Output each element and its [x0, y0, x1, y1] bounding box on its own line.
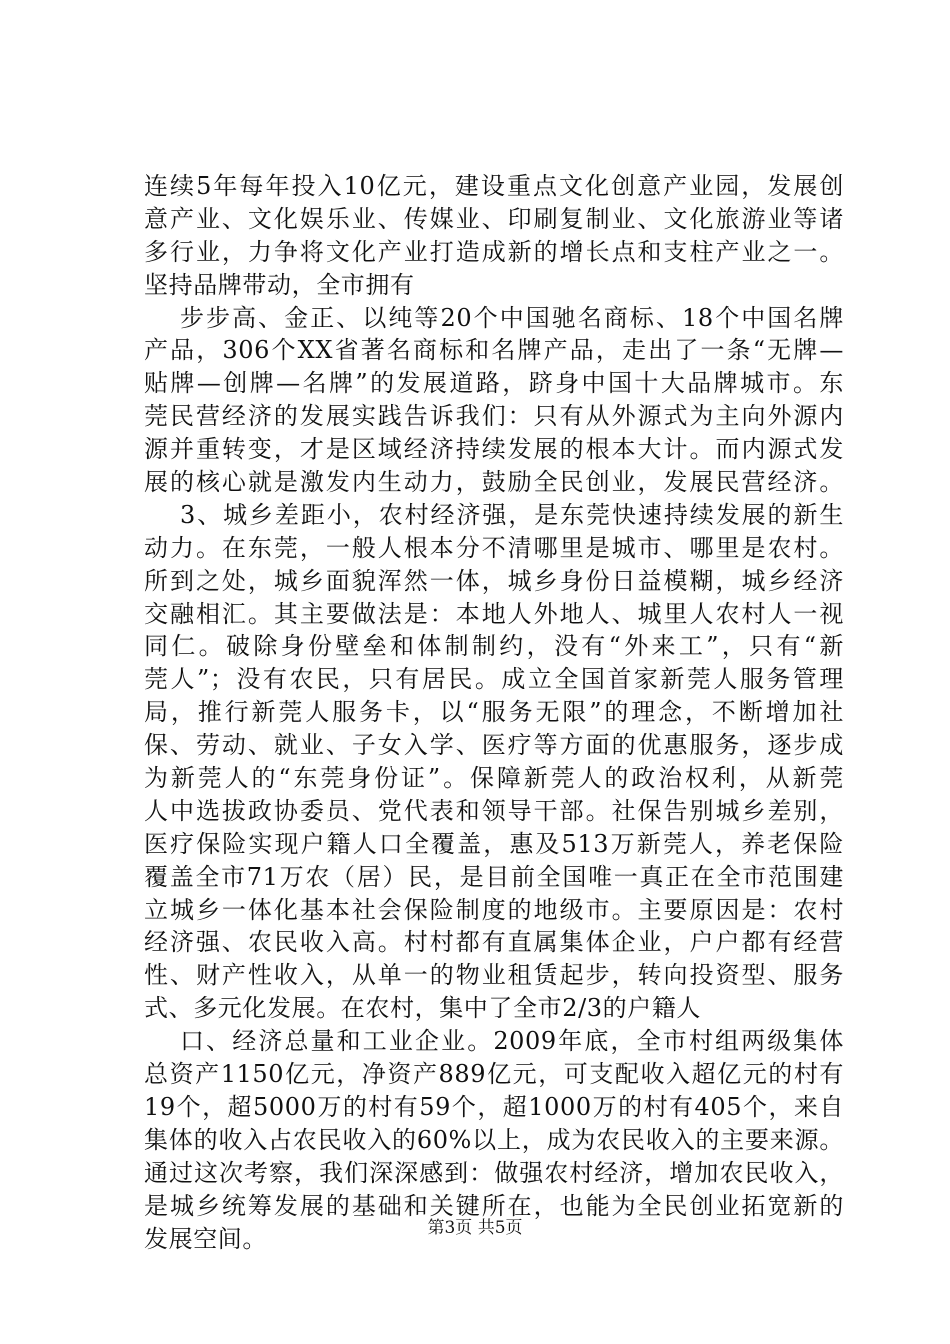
text-line: 经济强、农民收入高。村村都有直属集体企业，户户都有经营 — [144, 928, 844, 957]
text-line: 式、多元化发展。在农村，集中了全市2/3的户籍人 — [144, 994, 702, 1023]
text-line: 步步高、金正、以纯等20个中国驰名商标、18个中国名牌 — [180, 303, 844, 332]
text-line: 动力。在东莞，一般人根本分不清哪里是城市、哪里是农村。 — [144, 533, 844, 562]
text-line: 医疗保险实现户籍人口全覆盖，惠及513万新莞人，养老保险 — [144, 829, 844, 858]
text-line: 局，推行新莞人服务卡，以“服务无限”的理念，不断增加社 — [144, 698, 844, 727]
text-line: 同仁。破除身份壁垒和体制制约，没有“外来工”，只有“新 — [144, 632, 844, 661]
text-line: 发展空间。 — [144, 1224, 267, 1253]
text-line: 通过这次考察，我们深深感到：做强农村经济，增加农民收入， — [144, 1158, 844, 1187]
text-line: 莞民营经济的发展实践告诉我们：只有从外源式为主向外源内 — [144, 402, 844, 431]
text-line: 人中选拔政协委员、党代表和领导干部。社保告别城乡差别， — [144, 796, 844, 825]
text-line: 保、劳动、就业、子女入学、医疗等方面的优惠服务，逐步成 — [144, 731, 844, 760]
text-line: 性、财产性收入，从单一的物业租赁起步，转向投资型、服务 — [144, 961, 844, 990]
text-line: 总资产1150亿元，净资产889亿元，可支配收入超亿元的村有 — [144, 1060, 844, 1089]
text-line: 3、城乡差距小，农村经济强，是东莞快速持续发展的新生 — [180, 500, 844, 529]
text-line: 连续5年每年投入10亿元，建设重点文化创意产业园，发展创 — [144, 172, 844, 200]
text-line: 贴牌—创牌—名牌”的发展道路，跻身中国十大品牌城市。东 — [144, 369, 844, 398]
text-line: 口、经济总量和工业企业。2009年底，全市村组两级集体 — [180, 1027, 844, 1056]
text-line: 源并重转变，才是区域经济持续发展的根本大计。而内源式发 — [144, 435, 844, 464]
text-line: 多行业，力争将文化产业打造成新的增长点和支柱产业之一。 — [144, 237, 844, 266]
text-line: 意产业、文化娱乐业、传媒业、印刷复制业、文化旅游业等诸 — [144, 204, 844, 233]
text-line: 立城乡一体化基本社会保险制度的地级市。主要原因是：农村 — [144, 895, 844, 924]
document-body — [144, 170, 844, 1255]
text-line: 19个，超5000万的村有59个，超1000万的村有405个，来自 — [144, 1092, 844, 1121]
text-line: 是城乡统筹发展的基础和关键所在，也能为全民创业拓宽新的 — [144, 1191, 844, 1220]
text-line: 产品，306个XX省著名商标和名牌产品，走出了一条“无牌— — [144, 336, 844, 365]
text-line: 覆盖全市71万农（居）民，是目前全国唯一真正在全市范围建 — [144, 862, 844, 891]
text-line: 展的核心就是激发内生动力，鼓励全民创业，发展民营经济。 — [144, 468, 844, 497]
text-line: 集体的收入占农民收入的60%以上，成为农民收入的主要来源。 — [144, 1125, 844, 1154]
text-line: 莞人”；没有农民，只有居民。成立全国首家新莞人服务管理 — [144, 665, 844, 694]
text-line: 为新莞人的“东莞身份证”。保障新莞人的政治权利，从新莞 — [144, 764, 844, 793]
text-line: 交融相汇。其主要做法是：本地人外地人、城里人农村人一视 — [144, 599, 844, 628]
text-line: 坚持品牌带动，全市拥有 — [144, 270, 415, 299]
page-number-footer: 第3页 共5页 — [427, 1218, 523, 1238]
text-line: 所到之处，城乡面貌浑然一体，城乡身份日益模糊，城乡经济 — [144, 566, 844, 595]
